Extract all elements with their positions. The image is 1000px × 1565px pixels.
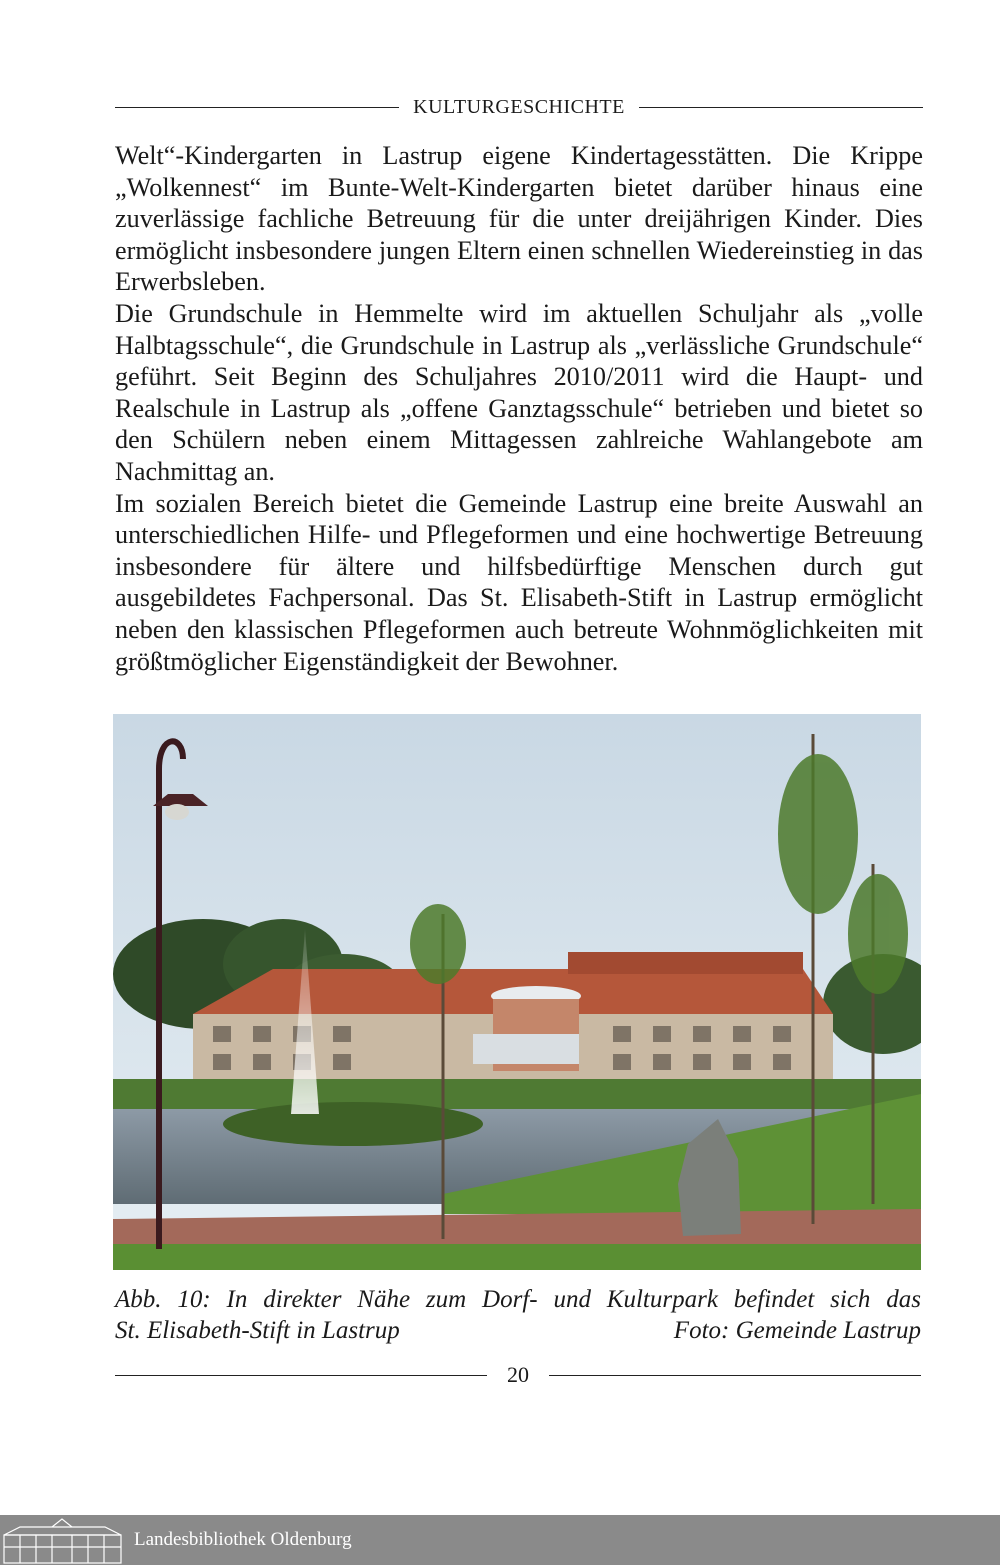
page-footer	[115, 1360, 921, 1390]
header-rule-right	[639, 107, 923, 108]
running-header	[115, 92, 923, 122]
library-building-icon	[0, 1515, 125, 1565]
photo-st-elisabeth-stift	[113, 714, 921, 1270]
header-title: KULTURGESCHICHTE	[413, 95, 625, 118]
footer-rule-left	[115, 1375, 487, 1376]
body-text	[115, 140, 923, 677]
paragraph-kindergarten: Welt“-Kindergarten in Lastrup eigene Kindertagesstätten. Die Krippe „Wolkennest“ im Bunte-Welt-Kindergarten bietet darüber hinaus eine zuverlässige fachliche Betreuung für die unter dreijährigen Kinder. Dies ermöglicht insbesondere jungen Eltern einen schnellen Wiedereinstieg in das Erwerbsleben.	[115, 141, 923, 297]
header-rule-left	[115, 107, 399, 108]
caption-line-2-row	[115, 1315, 921, 1346]
library-name: Landesbibliothek Oldenburg	[134, 1529, 352, 1550]
figure-caption	[115, 1284, 921, 1346]
caption-line-2: St. Elisabeth-Stift in Lastrup	[115, 1317, 400, 1344]
paragraph-schools: Die Grundschule in Hemmelte wird im aktuellen Schuljahr als „volle Halbtagsschule“, die Grundschule in Lastrup als „verlässliche Grundschule“ geführt. Seit Beginn des Schuljahres 2010/2011 wird die Haupt- und Realschule in Lastrup als „offene Ganztagsschule“ betrieben und bietet so den Schülern neben einem Mittagessen zahlreiche Wahlangebote am Nachmittag an.	[115, 298, 923, 486]
caption-line-1: Abb. 10: In direkter Nähe zum Dorf- und Kulturpark befindet sich das	[115, 1286, 921, 1313]
library-banner	[0, 1515, 1000, 1565]
footer-rule-right	[549, 1375, 921, 1376]
paragraph-social: Im sozialen Bereich bietet die Gemeinde Lastrup eine breite Auswahl an unterschiedlichen Hilfe- und Pflegeformen und eine hochwertige Betreuung insbesondere für ältere und hilfsbedürftige Menschen durch gut ausgebildetes Fachpersonal. Das St. Elisabeth-Stift in Lastrup ermöglicht neben den klassischen Pflegeformen auch betreute Wohnmöglichkeiten mit größtmöglicher Eigenständigkeit der Bewohner.	[115, 488, 923, 676]
photo-credit: Foto: Gemeinde Lastrup	[673, 1317, 921, 1344]
page-number: 20	[507, 1362, 529, 1387]
